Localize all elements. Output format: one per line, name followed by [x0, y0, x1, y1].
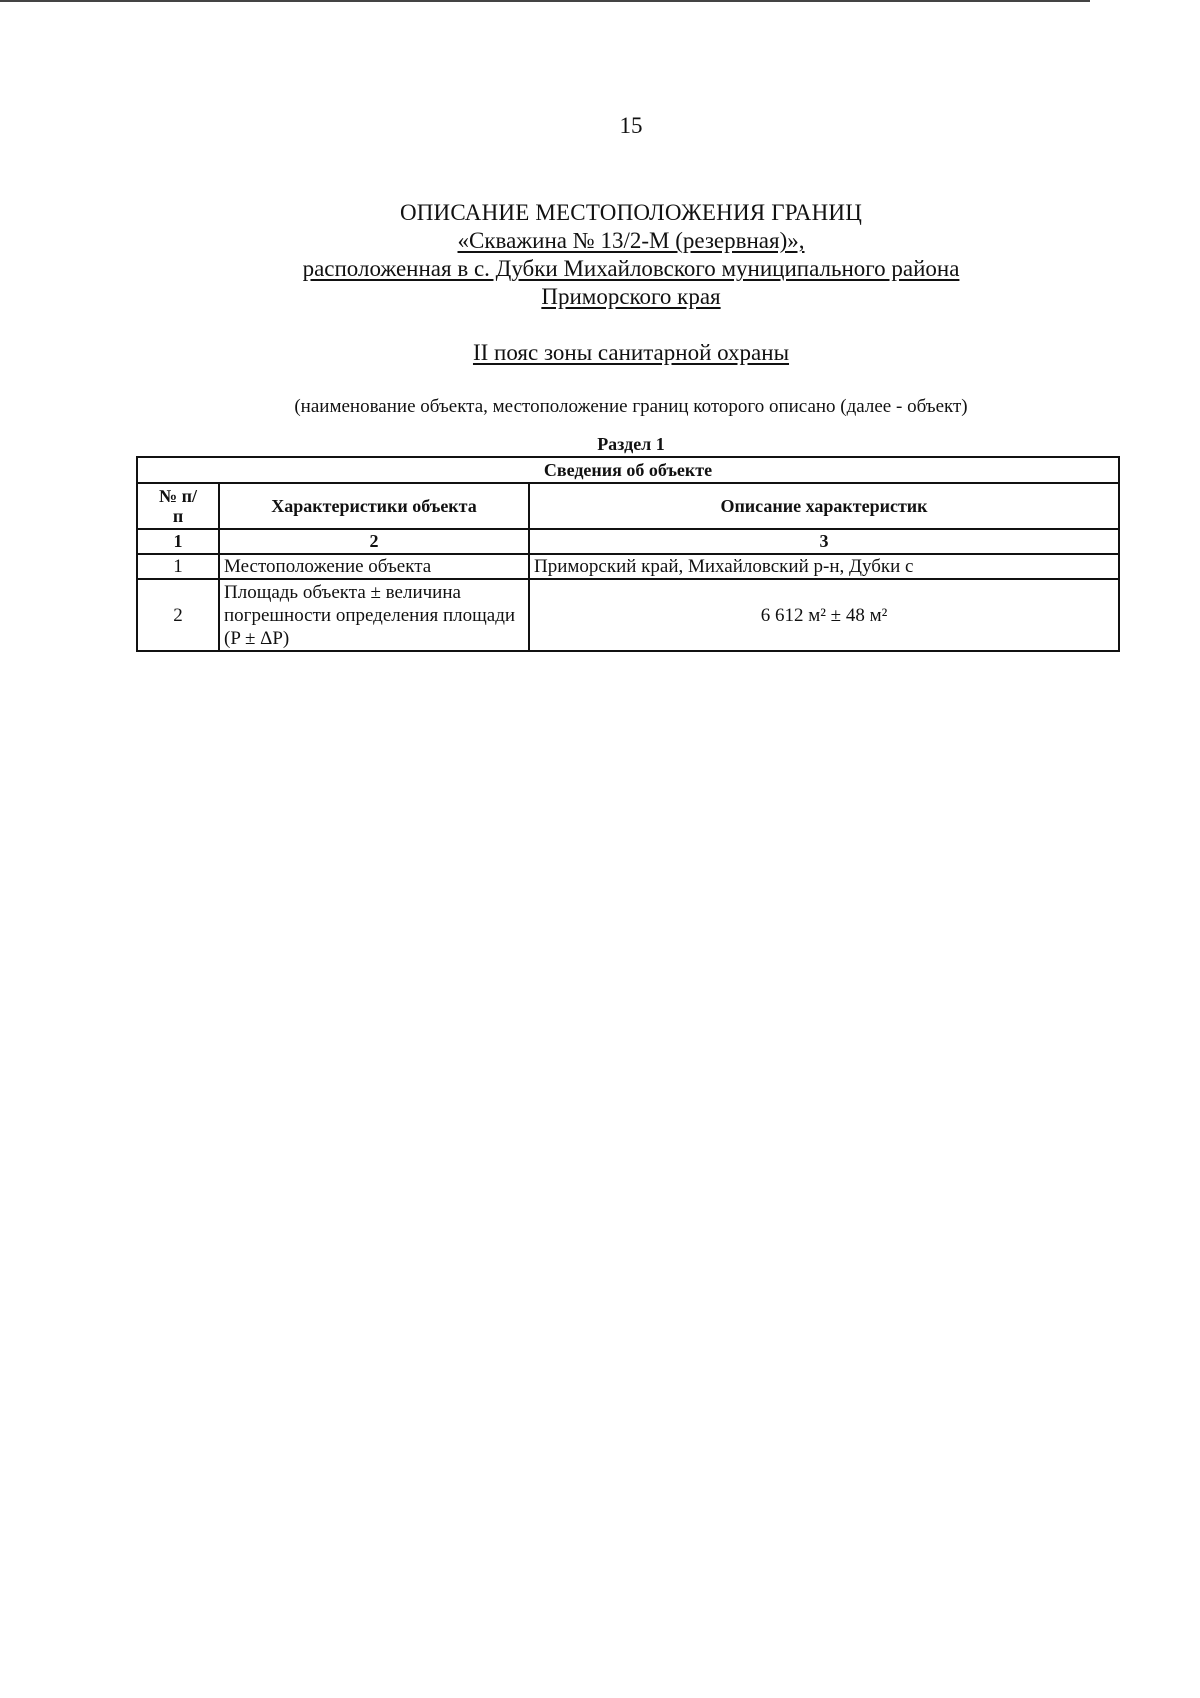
column-header-num — [137, 483, 219, 529]
object-region-line — [0, 283, 1200, 311]
row-description: Приморский край, Михайловский р-н, Дубки с — [529, 554, 1119, 579]
object-region-text: Приморского края — [541, 284, 721, 309]
document-title: ОПИСАНИЕ МЕСТОПОЛОЖЕНИЯ ГРАНИЦ — [399, 200, 863, 225]
page-number: 15 — [619, 113, 643, 138]
column-header-characteristic: Характеристики объекта — [219, 483, 529, 529]
object-name — [0, 227, 1200, 255]
object-location-text: расположенная в с. Дубки Михайловского муниципального района — [302, 256, 960, 281]
column-number-3: 3 — [529, 529, 1119, 554]
top-border-line — [0, 0, 1090, 2]
table-row — [137, 579, 1119, 651]
row-num: 1 — [137, 554, 219, 579]
row-characteristic: Площадь объекта ± величина погрешности определения площади (P ± ΔP) — [219, 579, 529, 651]
object-name-note: (наименование объекта, местоположение границ которого описано (далее - объект) — [294, 396, 968, 417]
table-caption: Сведения об объекте — [137, 457, 1119, 483]
section-title: Раздел 1 — [597, 434, 665, 454]
zone-title — [0, 339, 1200, 367]
row-description: 6 612 м² ± 48 м² — [529, 579, 1119, 651]
table-row — [137, 554, 1119, 579]
column-numbers-row — [137, 529, 1119, 554]
object-name-text: «Скважина № 13/2-М (резервная)», — [457, 228, 805, 253]
object-location-line — [0, 255, 1200, 283]
row-characteristic: Местоположение объекта — [219, 554, 529, 579]
column-number-2: 2 — [219, 529, 529, 554]
column-header-num-text: № п/п — [159, 486, 197, 526]
object-info-table — [136, 456, 1120, 652]
row-num: 2 — [137, 579, 219, 651]
column-number-1: 1 — [137, 529, 219, 554]
zone-title-text: II пояс зоны санитарной охраны — [472, 340, 790, 365]
table-header-row — [137, 483, 1119, 529]
table-caption-row — [137, 457, 1119, 483]
column-header-description: Описание характеристик — [529, 483, 1119, 529]
